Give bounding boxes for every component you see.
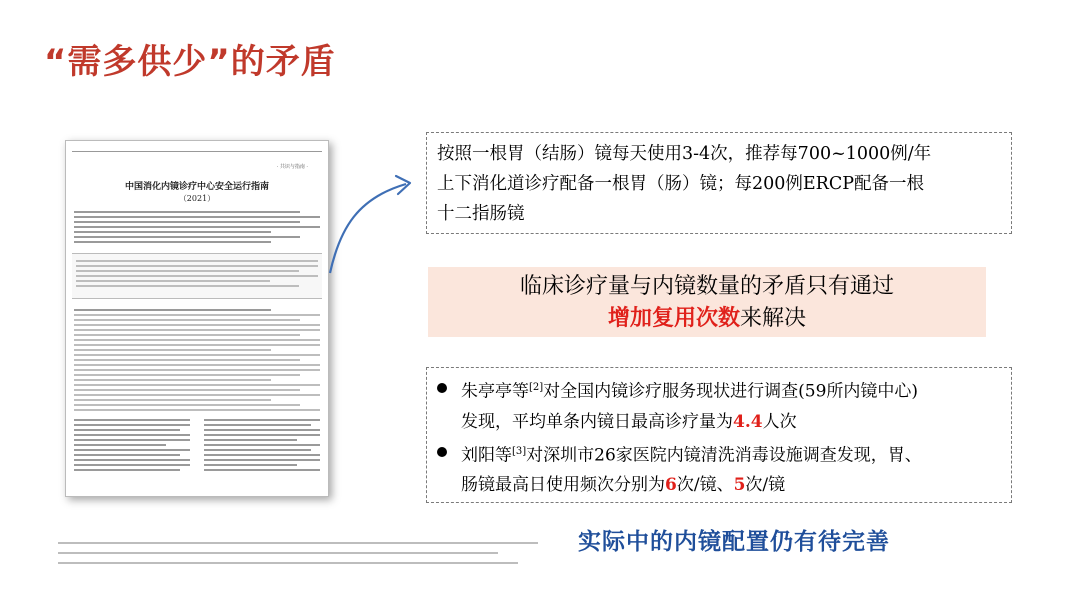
bullet-icon — [437, 447, 447, 457]
finding-1-text: 对全国内镜诊疗服务现状进行调查(59所内镜中心) — [543, 381, 919, 402]
finding-2-mid: 次/镜、 — [676, 475, 734, 496]
conclusion-text: 实际中的内镜配置仍有待完善 — [578, 529, 890, 555]
recommendation-line-3: 十二指肠镜 — [437, 204, 525, 224]
paper-body-columns — [74, 419, 320, 491]
key-message-banner — [428, 267, 986, 337]
finding-2-unit: 次/镜 — [745, 475, 786, 496]
finding-2-ref: [3] — [512, 445, 527, 457]
paper-year: （2021） — [178, 194, 216, 203]
bullet-icon — [437, 383, 447, 393]
guideline-recommendation-box — [426, 132, 1012, 234]
key-message-line-2-rest: 来解决 — [740, 306, 807, 331]
finding-1-ref: [2] — [529, 382, 544, 393]
finding-2-author: 刘阳等 — [461, 445, 512, 466]
page-title: “需多供少”的矛盾 — [44, 42, 336, 82]
finding-2-value-2: 5 — [733, 475, 746, 496]
paper-header-rule — [72, 145, 322, 152]
survey-findings-box — [426, 367, 1012, 503]
key-message-line-2 — [428, 303, 986, 335]
finding-1-value: 4.4 — [733, 411, 763, 432]
paper-authors-lines — [74, 211, 320, 246]
paper-title: 中国消化内镜诊疗中心安全运行指南 — [124, 182, 269, 192]
paper-abstract-box — [72, 253, 322, 299]
finding-2-text: 对深圳市26家医院内镜清洗消毒设施调查发现，胃、 — [526, 445, 922, 466]
key-message-line-1: 临床诊疗量与内镜数量的矛盾只有通过 — [519, 274, 894, 299]
finding-item-1 — [435, 373, 1003, 437]
finding-2-line-2: 肠镜最高日使用频次分别为 — [461, 475, 665, 496]
recommendation-line-1: 按照一根胃（结肠）镜每天使用3-4次，推荐每700~1000例/年 — [437, 144, 932, 164]
paper-english-abstract-lines — [74, 309, 320, 414]
finding-item-2 — [435, 437, 1003, 501]
finding-1-author: 朱亭亭等 — [461, 381, 529, 402]
references-footnote — [58, 540, 568, 573]
key-message-highlight: 增加复用次数 — [607, 306, 740, 331]
finding-2-value-1: 6 — [665, 475, 677, 496]
curved-arrow-icon — [328, 168, 418, 278]
references-lines — [58, 540, 568, 570]
recommendation-line-2: 上下消化道诊疗配备一根胃（肠）镜；每200例ERCP配备一根 — [437, 174, 925, 194]
finding-1-line-2: 发现，平均单条内镜日最高诊疗量为 — [461, 411, 733, 432]
finding-1-unit: 人次 — [762, 411, 797, 432]
paper-section-tag: · 共识与指南 · — [276, 164, 308, 170]
guideline-paper-thumbnail — [65, 140, 329, 497]
